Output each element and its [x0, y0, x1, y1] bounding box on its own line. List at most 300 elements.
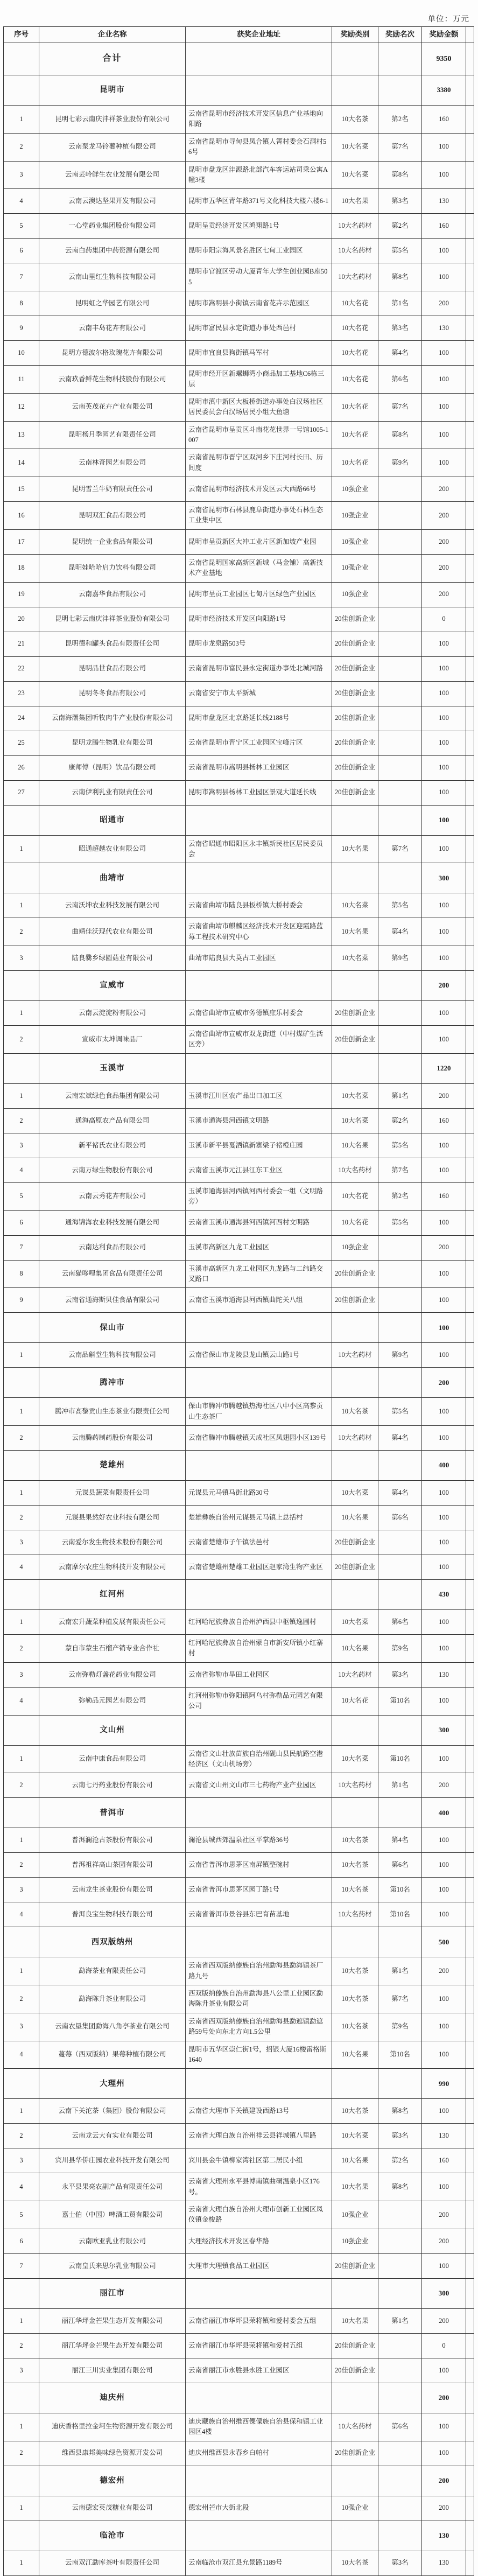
- address-cell: 云南省大理白族自治州大理市创新工业园区凤仪镇金梭路: [186, 2201, 332, 2229]
- address-cell: 云南省普洱市景谷县东巴育苗基地: [186, 1902, 332, 1927]
- rank-cell: 第4名: [378, 918, 422, 946]
- rank-cell: 第10名: [378, 1745, 422, 1773]
- company-name-cell: 云南芸岭鲜生农业发展有限公司: [39, 161, 186, 189]
- address-cell: 云南省文山壮族苗族自治州砚山县民航路空港经济区（文山机场旁）: [186, 1745, 332, 1773]
- rank-cell: [378, 1235, 422, 1260]
- address-cell: 昆明市五华区青年路371号文化科技大楼六楼6-1: [186, 189, 332, 214]
- serial-cell: 1: [4, 2413, 39, 2441]
- city-subtotal-row: [4, 805, 474, 835]
- rank-cell: [378, 2201, 422, 2229]
- spare-cell: [466, 2441, 474, 2466]
- spare-cell: [466, 1343, 474, 1368]
- amount-cell: 160: [422, 1182, 466, 1210]
- serial-cell: 2: [4, 1426, 39, 1451]
- rank-cell: [378, 632, 422, 656]
- amount-cell: 200: [422, 502, 466, 530]
- category-cell: 10大名花: [332, 421, 378, 449]
- category-cell: 10大名茶: [332, 1878, 378, 1902]
- category-cell: 20佳创新企业: [332, 755, 378, 780]
- serial-cell: 16: [4, 502, 39, 530]
- serial-cell: 13: [4, 421, 39, 449]
- award-table: [3, 26, 474, 2576]
- spare-cell: [466, 2173, 474, 2201]
- serial-cell: [4, 971, 39, 1001]
- company-name-cell: 云南弥勒灯盏花药业有限公司: [39, 1662, 186, 1687]
- city-subtotal-row: [4, 863, 474, 893]
- address-cell: 玉溪市江川区农产品出口加工区: [186, 1083, 332, 1108]
- amount-cell: 100: [422, 656, 466, 681]
- company-name-cell: 云南欧亚乳业有限公司: [39, 2229, 186, 2253]
- amount-cell: 200: [422, 1083, 466, 1108]
- city-subtotal-row: [4, 2383, 474, 2413]
- category-cell: 10大名茶: [332, 106, 378, 134]
- amount-cell: 100: [422, 341, 466, 366]
- category-cell: 10大名果: [332, 2041, 378, 2069]
- category-cell: [332, 1798, 378, 1828]
- company-name-cell: 昆明龙腾生物乳业有限公司: [39, 731, 186, 755]
- table-header: [4, 27, 474, 43]
- company-name-cell: 腾冲市: [39, 1368, 186, 1398]
- spare-cell: [466, 1506, 474, 1530]
- address-cell: 曲靖市陆良县大莫古工业园区: [186, 946, 332, 971]
- table-row: [4, 239, 474, 263]
- spare-cell: [466, 1957, 474, 1985]
- rank-cell: 第4名: [378, 1828, 422, 1853]
- category-cell: 20佳创新企业: [332, 2441, 378, 2466]
- city-subtotal-row: [4, 2278, 474, 2308]
- amount-cell: 500: [422, 1927, 466, 1957]
- category-cell: 10大名菜: [332, 161, 378, 189]
- address-cell: [186, 1715, 332, 1745]
- address-cell: 红河哈尼族彝族自治州泸西县中枢镇逸圃村: [186, 1610, 332, 1635]
- serial-cell: 27: [4, 780, 39, 805]
- spare-cell: [466, 835, 474, 863]
- address-cell: 红河哈尼族彝族自治州蒙自市新安所镇小红寨村: [186, 1635, 332, 1663]
- spare-cell: [466, 1313, 474, 1343]
- serial-cell: 3: [4, 1133, 39, 1158]
- amount-cell: 400: [422, 1798, 466, 1828]
- address-cell: 迪庆州维西县永春乡白帕村: [186, 2441, 332, 2466]
- serial-cell: 26: [4, 755, 39, 780]
- category-cell: 10大名药材: [332, 1343, 378, 1368]
- company-name-cell: 文山州: [39, 1715, 186, 1745]
- spare-cell: [466, 1853, 474, 1878]
- address-cell: [186, 1451, 332, 1481]
- table-row: [4, 341, 474, 366]
- address-cell: 云南省普洱市思茅区南屏镇整碗村: [186, 1853, 332, 1878]
- table-row: [4, 2201, 474, 2229]
- amount-cell: 100: [422, 835, 466, 863]
- address-cell: 云南省丽江市永胜县永胜工业园区: [186, 2358, 332, 2383]
- category-cell: 10大名菜: [332, 1481, 378, 1506]
- category-cell: 20佳创新企业: [332, 1288, 378, 1313]
- rank-cell: 第4名: [378, 341, 422, 366]
- amount-cell: 200: [422, 971, 466, 1001]
- table-row: [4, 893, 474, 918]
- spare-cell: [466, 863, 474, 893]
- company-name-cell: 云南摩尔农庄生物科技开发有限公司: [39, 1555, 186, 1580]
- serial-cell: [4, 1927, 39, 1957]
- spare-cell: [466, 1745, 474, 1773]
- spare-cell: [466, 554, 474, 582]
- spare-cell: [466, 2253, 474, 2278]
- rank-cell: 第7名: [378, 1985, 422, 2013]
- amount-cell: 100: [422, 449, 466, 477]
- spare-cell: [466, 1773, 474, 1798]
- rank-cell: 第5名: [378, 239, 422, 263]
- rank-cell: 第3名: [378, 189, 422, 214]
- category-cell: 10强企业: [332, 582, 378, 607]
- serial-cell: 1: [4, 2496, 39, 2521]
- spare-cell: [466, 214, 474, 239]
- rank-cell: [378, 2466, 422, 2496]
- company-name-cell: 昆明品世食品有限公司: [39, 656, 186, 681]
- serial-cell: 17: [4, 529, 39, 554]
- amount-cell: 100: [422, 681, 466, 706]
- table-row: [4, 1260, 474, 1288]
- rank-cell: [378, 554, 422, 582]
- company-name-cell: 云南爱尔发生物技术股份有限公司: [39, 1530, 186, 1555]
- amount-cell: 160: [422, 106, 466, 134]
- amount-cell: 100: [422, 1828, 466, 1853]
- spare-cell: [466, 805, 474, 835]
- company-name-cell: 普洱祖祥高山茶园有限公司: [39, 1853, 186, 1878]
- serial-cell: 8: [4, 1260, 39, 1288]
- serial-cell: [4, 2069, 39, 2099]
- category-cell: 20佳创新企业: [332, 632, 378, 656]
- rank-cell: [378, 477, 422, 502]
- spare-cell: [466, 1451, 474, 1481]
- address-cell: 云南省西双版纳傣族自治州勐海县勐海镇茶厂路九号: [186, 1957, 332, 1985]
- rank-cell: 第9名: [378, 946, 422, 971]
- amount-cell: 3380: [422, 75, 466, 106]
- serial-cell: [4, 1368, 39, 1398]
- serial-cell: 1: [4, 2308, 39, 2333]
- serial-cell: [4, 1715, 39, 1745]
- rank-cell: [378, 805, 422, 835]
- category-cell: 10强企业: [332, 2201, 378, 2229]
- serial-cell: 6: [4, 239, 39, 263]
- rank-cell: 第10名: [378, 1878, 422, 1902]
- spare-cell: [466, 607, 474, 632]
- address-cell: 云南省玉溪市通海县河西镇曲陀关八组: [186, 1288, 332, 1313]
- spare-cell: [466, 2124, 474, 2148]
- spare-cell: [466, 632, 474, 656]
- category-cell: 10大名花: [332, 1182, 378, 1210]
- rank-cell: [378, 2253, 422, 2278]
- rank-cell: 第8名: [378, 2099, 422, 2124]
- column-header: 奖励金额: [422, 27, 466, 43]
- company-name-cell: 昆明德和罐头食品有限责任公司: [39, 632, 186, 656]
- rank-cell: [378, 2441, 422, 2466]
- spare-cell: [466, 43, 474, 75]
- address-cell: 西双版纳傣族自治州勐海县八公里工业园区勐海陈升茶业有限公司: [186, 1985, 332, 2013]
- company-name-cell: 云南林奇园艺有限公司: [39, 449, 186, 477]
- company-name-cell: 普洱良宝生物科技有限公司: [39, 1902, 186, 1927]
- company-name-cell: 元谋县蔬菜有限责任公司: [39, 1481, 186, 1506]
- serial-cell: 2: [4, 2124, 39, 2148]
- serial-cell: 20: [4, 607, 39, 632]
- amount-cell: 200: [422, 291, 466, 316]
- address-cell: 云南省昆明市呈贡区斗南花花世界一号馆1005-1007: [186, 421, 332, 449]
- category-cell: 20佳创新企业: [332, 681, 378, 706]
- table-row: [4, 554, 474, 582]
- address-cell: 云南省昆明市富民县永定街道办事处北城河路: [186, 656, 332, 681]
- amount-cell: 100: [422, 133, 466, 161]
- category-cell: 10大名花: [332, 1687, 378, 1715]
- company-name-cell: 云南下关沱茶（集团）股份有限公司: [39, 2099, 186, 2124]
- rank-cell: 第9名: [378, 1343, 422, 1368]
- table-row: [4, 2358, 474, 2383]
- spare-cell: [466, 133, 474, 161]
- address-cell: 云南省安宁市太平新城: [186, 681, 332, 706]
- amount-cell: 200: [422, 2496, 466, 2521]
- serial-cell: 1: [4, 893, 39, 918]
- company-name-cell: 新平褚氏农业有限公司: [39, 1133, 186, 1158]
- address-cell: 昆明市富民县永定街道办事处西邑村: [186, 316, 332, 341]
- table-row: [4, 366, 474, 394]
- amount-cell: 100: [422, 805, 466, 835]
- amount-cell: 200: [422, 582, 466, 607]
- address-cell: 云南省楚雄市子午镇法邑村: [186, 1530, 332, 1555]
- serial-cell: [4, 1053, 39, 1083]
- address-cell: 大理市大理镇食品工业园区: [186, 2253, 332, 2278]
- company-name-cell: 昆明冬冬食品有限公司: [39, 681, 186, 706]
- company-name-cell: 云南万绿生物股份有限公司: [39, 1158, 186, 1182]
- unit-label: 单位：万元: [427, 15, 469, 24]
- table-row: [4, 2229, 474, 2253]
- company-name-cell: 昭通市: [39, 805, 186, 835]
- rank-cell: [378, 502, 422, 530]
- amount-cell: 100: [422, 161, 466, 189]
- spare-cell: [466, 893, 474, 918]
- company-name-cell: 宣威市太坤调味品厂: [39, 1026, 186, 1054]
- rank-cell: 第2名: [378, 2148, 422, 2173]
- rank-cell: 第2名: [378, 1182, 422, 1210]
- rank-cell: [378, 582, 422, 607]
- spare-cell: [466, 1182, 474, 1210]
- address-cell: [186, 2521, 332, 2551]
- spare-cell: [466, 1368, 474, 1398]
- table-row: [4, 1506, 474, 1530]
- spare-cell: [466, 1001, 474, 1026]
- category-cell: [332, 1715, 378, 1745]
- address-cell: 昆明市阳宗海风景名胜区七甸工业园区: [186, 239, 332, 263]
- address-cell: 玉溪市高新区九龙工业园区: [186, 1235, 332, 1260]
- company-name-cell: 云南猫哆哩集团食品有限责任公司: [39, 1260, 186, 1288]
- spare-cell: [466, 2013, 474, 2041]
- spare-cell: [466, 291, 474, 316]
- company-name-cell: 丽江市: [39, 2278, 186, 2308]
- table-row: [4, 2253, 474, 2278]
- serial-cell: 3: [4, 2013, 39, 2041]
- serial-cell: 1: [4, 106, 39, 134]
- amount-cell: 200: [422, 554, 466, 582]
- table-row: [4, 421, 474, 449]
- address-cell: 云南省玉溪市通海县河西镇河西村文明路: [186, 1210, 332, 1235]
- address-cell: 云南省楚雄州楚雄工业园区赵家湾生物产业区: [186, 1555, 332, 1580]
- category-cell: 10大名茶: [332, 2013, 378, 2041]
- company-name-cell: 大理州: [39, 2069, 186, 2099]
- rank-cell: 第2名: [378, 214, 422, 239]
- amount-cell: 100: [422, 1001, 466, 1026]
- table-row: [4, 1985, 474, 2013]
- address-cell: 玉溪市高新区九龙工业园区九龙路与二纬路交叉路口: [186, 1260, 332, 1288]
- address-cell: [186, 2383, 332, 2413]
- rank-cell: 第1名: [378, 1957, 422, 1985]
- category-cell: 10强企业: [332, 2496, 378, 2521]
- amount-cell: 300: [422, 2278, 466, 2308]
- address-cell: 云南省丽江市华坪县荣将镇和爱村委会五组: [186, 2308, 332, 2333]
- address-cell: [186, 1313, 332, 1343]
- company-name-cell: 昆明方德波尔格玫瑰花卉有限公司: [39, 341, 186, 366]
- address-cell: 云南省弥勒市旱田工业园区: [186, 1662, 332, 1687]
- company-name-cell: 云南沃坤农业科技发展有限公司: [39, 893, 186, 918]
- address-cell: 昆明呈贡经济开发区鸿翔路1号: [186, 214, 332, 239]
- company-name-cell: 元谋县果然好农业科技有限公司: [39, 1506, 186, 1530]
- company-name-cell: 永平县果亮农副产品有限责任公司: [39, 2173, 186, 2201]
- rank-cell: [378, 1580, 422, 1610]
- serial-cell: 3: [4, 2358, 39, 2383]
- company-name-cell: 普洱市: [39, 1798, 186, 1828]
- address-cell: 云南省文山州文山市三七药物产业产业园区: [186, 1773, 332, 1798]
- serial-cell: 23: [4, 681, 39, 706]
- spare-cell: [466, 2358, 474, 2383]
- category-cell: 20佳创新企业: [332, 656, 378, 681]
- amount-cell: 100: [422, 1506, 466, 1530]
- amount-cell: 100: [422, 1530, 466, 1555]
- address-cell: 昆明市滇中新区大板桥街道办事处白汉场社区居民委员会白汉场居民小组大鱼塘: [186, 393, 332, 421]
- amount-cell: 200: [422, 2229, 466, 2253]
- company-name-cell: 丽江三川实业集团有限公司: [39, 2358, 186, 2383]
- serial-cell: 14: [4, 449, 39, 477]
- column-header: 序号: [4, 27, 39, 43]
- amount-cell: 300: [422, 1715, 466, 1745]
- serial-cell: [4, 2521, 39, 2551]
- category-cell: 20佳创新企业: [332, 780, 378, 805]
- spare-cell: [466, 341, 474, 366]
- company-name-cell: 昆明娃哈哈启力饮料有限公司: [39, 554, 186, 582]
- column-header: 获奖企业地址: [186, 27, 332, 43]
- address-cell: 云南省大理州永平县博南镇曲硐温泉小区176号。: [186, 2173, 332, 2201]
- serial-cell: 3: [4, 1878, 39, 1902]
- company-name-cell: 昆明雪兰牛奶有限责任公司: [39, 477, 186, 502]
- rank-cell: 第8名: [378, 421, 422, 449]
- category-cell: 10大名菜: [332, 946, 378, 971]
- address-cell: 大理经济技术开发区春华路: [186, 2229, 332, 2253]
- category-cell: 20佳创新企业: [332, 2333, 378, 2358]
- category-cell: 10大名药材: [332, 214, 378, 239]
- table-row: [4, 106, 474, 134]
- rank-cell: 第7名: [378, 393, 422, 421]
- table-row: [4, 1108, 474, 1133]
- city-subtotal-row: [4, 1927, 474, 1957]
- amount-cell: 100: [422, 1398, 466, 1426]
- rank-cell: [378, 731, 422, 755]
- company-name-cell: 云南云澳达坚果开发有限公司: [39, 189, 186, 214]
- rank-cell: [378, 2278, 422, 2308]
- amount-cell: 100: [422, 1426, 466, 1451]
- category-cell: 10强企业: [332, 2229, 378, 2253]
- table-row: [4, 656, 474, 681]
- category-cell: [332, 2383, 378, 2413]
- amount-cell: 100: [422, 1902, 466, 1927]
- category-cell: 10大名茶: [332, 2551, 378, 2575]
- address-cell: [186, 805, 332, 835]
- spare-cell: [466, 1158, 474, 1182]
- serial-cell: 2: [4, 1108, 39, 1133]
- company-name-cell: 云南白药集团中药资源有限公司: [39, 239, 186, 263]
- address-cell: 云南省昆明市晋宁区双河乡下庄河村长田、历间度: [186, 449, 332, 477]
- spare-cell: [466, 1235, 474, 1260]
- table-row: [4, 607, 474, 632]
- rank-cell: 第10名: [378, 1687, 422, 1715]
- amount-cell: 990: [422, 2069, 466, 2099]
- spare-cell: [466, 161, 474, 189]
- table-row: [4, 780, 474, 805]
- serial-cell: 4: [4, 1158, 39, 1182]
- category-cell: 10大名药材: [332, 1426, 378, 1451]
- category-cell: 10大名花: [332, 449, 378, 477]
- category-cell: 10大名果: [332, 918, 378, 946]
- spare-cell: [466, 2383, 474, 2413]
- rank-cell: [378, 863, 422, 893]
- company-name-cell: 保山市: [39, 1313, 186, 1343]
- table-row: [4, 502, 474, 530]
- spare-cell: [466, 1985, 474, 2013]
- table-row: [4, 1426, 474, 1451]
- company-name-cell: 云南宏斌绿色食品集团有限公司: [39, 1083, 186, 1108]
- serial-cell: 2: [4, 2441, 39, 2466]
- amount-cell: 100: [422, 1555, 466, 1580]
- spare-cell: [466, 2099, 474, 2124]
- company-name-cell: 临沧市: [39, 2521, 186, 2551]
- serial-cell: 1: [4, 1828, 39, 1853]
- spare-cell: [466, 1687, 474, 1715]
- serial-cell: 22: [4, 656, 39, 681]
- table-row: [4, 1210, 474, 1235]
- company-name-cell: 通海高原农产品有限公司: [39, 1108, 186, 1133]
- serial-cell: [4, 1313, 39, 1343]
- serial-cell: 2: [4, 133, 39, 161]
- rank-cell: [378, 1530, 422, 1555]
- spare-cell: [466, 449, 474, 477]
- spare-cell: [466, 2278, 474, 2308]
- spare-cell: [466, 1481, 474, 1506]
- company-name-cell: 云南中康食品有限公司: [39, 1745, 186, 1773]
- serial-cell: 1: [4, 2099, 39, 2124]
- company-name-cell: 云南云淀淀粉有限公司: [39, 1001, 186, 1026]
- category-cell: 10大名菜: [332, 2124, 378, 2148]
- category-cell: 10大名茶: [332, 1985, 378, 2013]
- address-cell: [186, 1580, 332, 1610]
- serial-cell: 1: [4, 1001, 39, 1026]
- address-cell: 云南省曲靖市陆良县板桥镇大桥村委会: [186, 893, 332, 918]
- serial-cell: 19: [4, 582, 39, 607]
- category-cell: [332, 805, 378, 835]
- address-cell: 昆明市宜良县狗街镇马军村: [186, 341, 332, 366]
- category-cell: 20佳创新企业: [332, 731, 378, 755]
- serial-cell: 15: [4, 477, 39, 502]
- amount-cell: 100: [422, 393, 466, 421]
- rank-cell: 第2名: [378, 106, 422, 134]
- company-name-cell: 丽江华坪金芒果生态开发有限公司: [39, 2308, 186, 2333]
- spare-cell: [466, 1662, 474, 1687]
- amount-cell: 400: [422, 1451, 466, 1481]
- amount-cell: 100: [422, 1635, 466, 1663]
- rank-cell: [378, 1053, 422, 1083]
- category-cell: 10大名果: [332, 835, 378, 863]
